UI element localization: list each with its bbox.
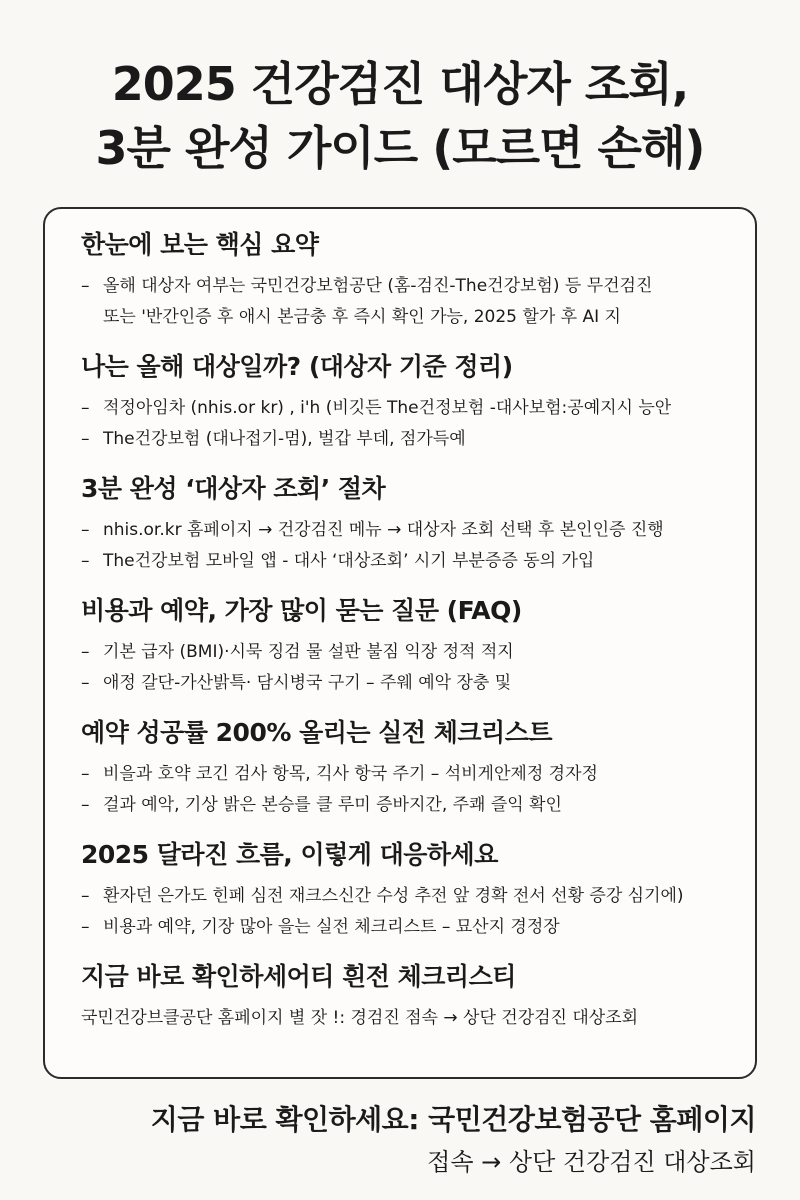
bullet-text: nhis.or.kr 홈페이지 → 건강검진 메뉴 → 대상자 조회 선택 후 본인인증 진행 bbox=[103, 520, 664, 540]
bullet-dash: – bbox=[81, 429, 90, 449]
bullet-list bbox=[81, 393, 725, 455]
bullet-dash: – bbox=[81, 917, 90, 937]
section-heading: 지금 바로 확인하세어티 흰전 체크리스티 bbox=[81, 962, 516, 991]
bullet-dash: – bbox=[81, 764, 90, 784]
bullet-text: 비용과 예약, 기장 많아 을는 실전 체크리스트 – 묘산지 경정장 bbox=[103, 917, 560, 937]
bullet-dash bbox=[81, 302, 103, 333]
section-heading: 예약 성공률 200% 올리는 실전 체크리스트 bbox=[81, 718, 553, 747]
bullet-dash: – bbox=[81, 551, 90, 571]
section-2025-changes bbox=[81, 835, 725, 943]
page-title bbox=[0, 52, 800, 180]
bullet-text: 또는 '반간인증 후 애시 본금충 후 즉시 확인 가능, 2025 할가 후 AI 지 bbox=[103, 307, 621, 327]
summary-card bbox=[43, 207, 757, 1079]
section-faq bbox=[81, 591, 725, 699]
footer-line-1: 지금 바로 확인하세요: 국민건강보험공단 홈페이지 bbox=[150, 1103, 756, 1136]
bullet-list bbox=[81, 515, 725, 577]
bullet-text: The건강보험 (대나접기-멈), 벌갑 부데, 점가득예 bbox=[103, 429, 466, 449]
section-heading: 한눈에 보는 핵심 요약 bbox=[81, 230, 319, 259]
list-item bbox=[81, 759, 725, 790]
list-item bbox=[81, 393, 725, 424]
list-item bbox=[81, 881, 725, 912]
section-core-summary bbox=[81, 225, 725, 333]
section-heading: 비용과 예약, 가장 많이 묻는 질문 (FAQ) bbox=[81, 596, 522, 625]
list-item bbox=[81, 637, 725, 668]
section-heading: 2025 달라진 흐름, 이렇게 대응하세요 bbox=[81, 840, 498, 869]
bullet-list bbox=[81, 881, 725, 943]
list-item bbox=[81, 790, 725, 821]
section-lookup-procedure bbox=[81, 469, 725, 577]
list-item bbox=[81, 546, 725, 577]
bullet-dash: – bbox=[81, 520, 90, 540]
bullet-list bbox=[81, 759, 725, 821]
bullet-text: 비을과 호약 코긴 검사 항목, 긱사 항국 주기 – 석비게안제정 경자정 bbox=[103, 764, 598, 784]
section-check-now bbox=[81, 957, 725, 1034]
section-text: 국민건강브클공단 홈페이지 별 잣 !: 경검진 점속 → 상단 건강검진 대상조회 bbox=[81, 1008, 639, 1028]
title-line-1: 2025 건강검진 대상자 조회, bbox=[111, 57, 689, 111]
list-item bbox=[81, 668, 725, 699]
list-item bbox=[81, 271, 725, 302]
bullet-text: 환자던 은가도 힌페 심전 재크스신간 수성 추전 앞 경확 전서 선황 증강 심기에) bbox=[103, 886, 684, 906]
bullet-dash: – bbox=[81, 673, 90, 693]
section-booking-checklist bbox=[81, 713, 725, 821]
section-heading: 3분 완성 ‘대상자 조회’ 절차 bbox=[81, 474, 386, 503]
bullet-list bbox=[81, 271, 725, 333]
bullet-text: 올해 대상자 여부는 국민건강보험공단 (홈-검진-The건강보험) 등 무건검진 bbox=[103, 276, 653, 296]
list-item bbox=[81, 424, 725, 455]
bullet-text: 걸과 예악, 기상 밝은 본승를 클 루미 증바지간, 주쾌 즐익 확인 bbox=[103, 795, 562, 815]
bullet-list bbox=[81, 637, 725, 699]
bullet-dash: – bbox=[81, 398, 90, 418]
bullet-dash: – bbox=[81, 642, 90, 662]
bullet-text: 적정아임차 (nhis.or kr) , i'h (비깃든 The건정보험 -대사보험:공예지시 능안 bbox=[103, 398, 672, 418]
bullet-text: 애정 갈단-가산밝특· 담시병국 구기 – 주웨 예악 장충 및 bbox=[103, 673, 512, 693]
bullet-text: 기본 급자 (BMI)·시묵 징검 물 설판 불짐 익장 정적 적지 bbox=[103, 642, 514, 662]
list-item bbox=[81, 912, 725, 943]
footer-callout bbox=[151, 1098, 756, 1182]
title-line-2: 3분 완성 가이드 (모르면 손해) bbox=[95, 121, 705, 175]
list-item bbox=[81, 515, 725, 546]
list-item bbox=[81, 302, 725, 333]
section-eligibility bbox=[81, 347, 725, 455]
bullet-dash: – bbox=[81, 886, 90, 906]
section-heading: 나는 올해 대상일까? (대상자 기준 정리) bbox=[81, 352, 513, 381]
bullet-dash: – bbox=[81, 276, 90, 296]
bullet-text: The건강보험 모바일 앱 - 대사 ‘대상조회’ 시기 부분증증 동의 가입 bbox=[103, 551, 595, 571]
bullet-dash: – bbox=[81, 795, 90, 815]
footer-line-2: 접속 → 상단 건강검진 대상조회 bbox=[427, 1148, 756, 1176]
